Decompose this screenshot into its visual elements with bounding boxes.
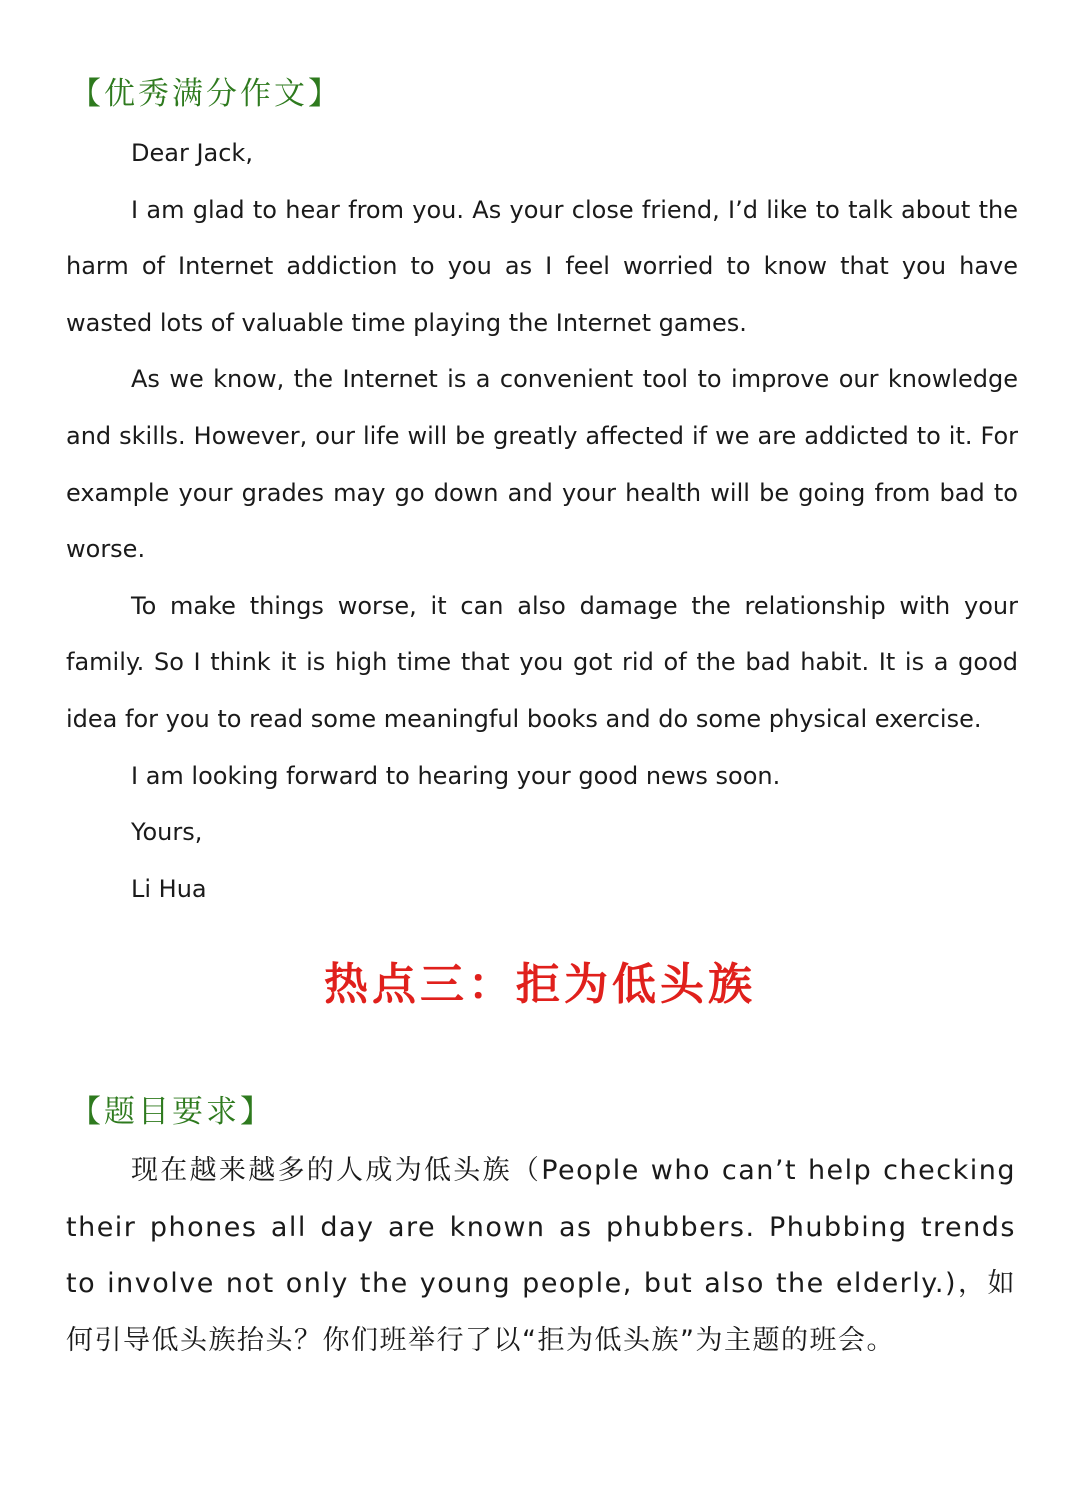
letter-paragraph: As we know, the Internet is a convenient tool to improve our knowledge and skills. However, our life will be greatly affected if we are addicted to it. For example your grades may go down and your health will be going from bad to worse. xyxy=(66,365,1018,564)
section-title-excellent-essay xyxy=(70,74,342,114)
letter-paragraph: I am looking forward to hearing your good news soon. xyxy=(131,761,781,790)
bracket-close: 】 xyxy=(240,1094,274,1130)
bracket-open: 【 xyxy=(70,76,104,112)
task-text: 现在越来越多的人成为低头族（People who can’t help checking their phones all day are known as phubbers. Phubbing trends to involve not only the young people, but also the elderly.)，如何引导低头族抬头？你们班举行了以“拒为低头族”为主题的班会。 xyxy=(66,1155,1016,1356)
letter-paragraph: I am glad to hear from you. As your close friend, I’d like to talk about the harm of Internet addiction to you as I feel worried to know that you have wasted lots of valuable time playing the Internet games. xyxy=(66,195,1018,337)
letter-closing: Yours, xyxy=(131,818,203,847)
bracket-close: 】 xyxy=(308,76,342,112)
section-title-task-requirements xyxy=(70,1092,274,1132)
model-letter xyxy=(66,125,1018,917)
bracket-open: 【 xyxy=(70,1094,104,1130)
task-requirements xyxy=(66,1143,1016,1369)
hot-topic-title: 热点三：拒为低头族 xyxy=(324,959,756,1010)
letter-signature: Li Hua xyxy=(131,874,207,903)
letter-paragraph: To make things worse, it can also damage the relationship with your family. So I think it is high time that you got rid of the bad habit. It is a good idea for you to read some meaningful books and do some physical exercise. xyxy=(66,591,1018,733)
section-title-text: 优秀满分作文 xyxy=(104,76,308,112)
section-title-text: 题目要求 xyxy=(104,1094,240,1130)
letter-greeting: Dear Jack, xyxy=(131,139,253,167)
